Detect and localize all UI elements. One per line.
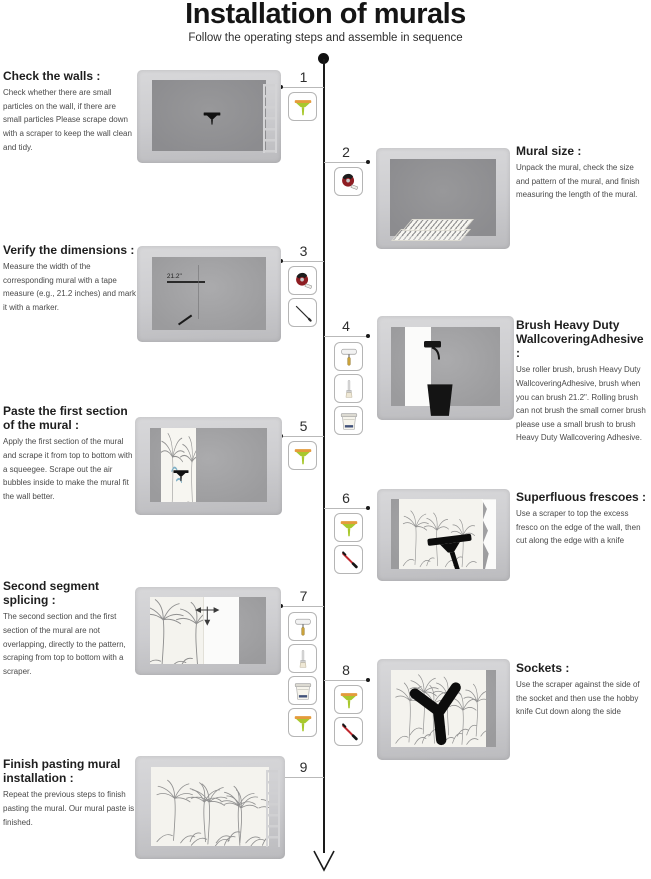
- first-mural-strip: [161, 428, 196, 503]
- illustration-brush-adhesive: [377, 316, 514, 420]
- step-number: 7: [299, 588, 308, 604]
- connector-line: [283, 606, 324, 607]
- marker-icon: [288, 298, 317, 327]
- hobby-knife-icon: [334, 717, 363, 746]
- back-wall: [150, 428, 266, 503]
- connector-line: [283, 261, 324, 262]
- connector-line: [324, 162, 368, 163]
- back-wall: [391, 499, 496, 569]
- hobby-knife-icon: [334, 545, 363, 574]
- connector-dot: [366, 334, 370, 338]
- illustration-sockets: [377, 659, 510, 760]
- illustration-second-segment: [135, 587, 281, 675]
- illustration-paste-first-section: [135, 417, 282, 515]
- step-3-text: [3, 243, 136, 315]
- step-title: Brush Heavy Duty WallcoveringAdhesive :: [516, 318, 644, 361]
- step-4-text: [516, 318, 650, 445]
- step-5-tools: [288, 441, 317, 470]
- adhesive-bucket: [425, 381, 455, 416]
- step-title: Second segment splicing :: [3, 579, 100, 608]
- connector-dot: [366, 506, 370, 510]
- connector-dot: [366, 160, 370, 164]
- step-title: Mural size :: [516, 144, 582, 158]
- step-9-text: [3, 757, 136, 829]
- step-body: Apply the first section of the mural and scrape it from top to bottom with a squeegee. Scrape out the air bubbles inside to make the mural fit the wall better.: [3, 437, 133, 501]
- step-title: Paste the first section of the mural :: [3, 404, 128, 433]
- mural-roll: [402, 219, 474, 231]
- squeegee-icon: [288, 92, 317, 121]
- squeegee-icon: [334, 513, 363, 542]
- illustration-check-walls: [137, 70, 281, 163]
- pencil-guide-line: [198, 265, 199, 319]
- illustration-finished-mural: [135, 756, 285, 859]
- step-body: Use the scraper against the side of the socket and then use the hobby knife Cut down along the side: [516, 680, 640, 717]
- back-wall: [151, 767, 270, 845]
- step-7-tools: [288, 612, 317, 737]
- mural-pattern: [151, 767, 270, 845]
- squeegee-icon: [288, 708, 317, 737]
- step-3-tools: [288, 266, 317, 327]
- squeegee-icon: [334, 685, 363, 714]
- step-8-text: [516, 661, 650, 719]
- step-5-text: [3, 404, 136, 503]
- step-number: 3: [299, 243, 308, 259]
- step-body: Use a scraper to top the excess fresco on the edge of the wall, then cut along the edge with a knife: [516, 509, 641, 546]
- step-number: 8: [342, 662, 350, 678]
- tape-measure-icon: [288, 266, 317, 295]
- roller-brush-icon: [288, 612, 317, 641]
- back-wall: [150, 597, 265, 664]
- roller-on-wall-icon: [422, 340, 448, 362]
- black-squeegee-silhouette: [424, 527, 481, 569]
- step-number: 1: [299, 69, 308, 85]
- ladder: [263, 84, 277, 153]
- illustration-superfluous-frescoes: [377, 489, 510, 581]
- timeline-arrow-icon: [313, 849, 335, 873]
- timeline-line: [323, 59, 325, 853]
- step-body: Unpack the mural, check the size and pattern of the mural, and finish measuring the length of the mural.: [516, 163, 640, 200]
- page-title: Installation of murals: [185, 0, 466, 30]
- alignment-arrows: [192, 603, 226, 629]
- step-number: 6: [342, 490, 350, 506]
- step-body: Check whether there are small particles on the wall, if there are small particles Please scrape down with a scraper to keep the wall clean and tidy.: [3, 88, 132, 152]
- step-2-tools: [334, 167, 363, 196]
- connector-line: [324, 680, 368, 681]
- squeegee-icon: [288, 441, 317, 470]
- marker-stroke: [178, 315, 192, 325]
- step-title: Verify the dimensions :: [3, 243, 135, 257]
- page-subtitle: Follow the operating steps and assemble in sequence: [188, 32, 463, 44]
- back-wall: [152, 257, 266, 330]
- connector-line: [283, 87, 324, 88]
- ladder: [266, 770, 280, 846]
- step-body: Measure the width of the corresponding mural with a tape measure (e.g., 21.2 inches) and mark it with a marker.: [3, 262, 136, 312]
- step-number: 4: [342, 318, 350, 334]
- step-1-text: [3, 69, 136, 154]
- step-6-text: [516, 490, 650, 548]
- adhesive-bucket-icon: [288, 676, 317, 705]
- illustration-verify-dimensions: [137, 246, 281, 342]
- connector-dot: [366, 678, 370, 682]
- step-title: Sockets :: [516, 661, 570, 675]
- step-2-text: [516, 144, 649, 202]
- step-number: 2: [342, 144, 350, 160]
- step-7-text: [3, 579, 136, 678]
- small-brush-icon: [334, 374, 363, 403]
- torn-excess-paper: [481, 499, 496, 569]
- step-1-tools: [288, 92, 317, 121]
- step-title: Check the walls :: [3, 69, 101, 83]
- adhesive-bucket-icon: [334, 406, 363, 435]
- connector-line: [283, 777, 324, 778]
- connector-line: [324, 508, 368, 509]
- step-number: 9: [299, 759, 308, 775]
- step-number: 5: [299, 418, 308, 434]
- mural-pattern: [161, 428, 196, 503]
- small-brush-icon: [288, 644, 317, 673]
- connector-line: [324, 336, 368, 337]
- step-body: The second section and the first section of the mural are not overlapping, directly to the pattern, scraping from top to bottom with a scraper.: [3, 612, 126, 676]
- step-title: Superfluous frescoes :: [516, 490, 647, 504]
- back-wall: [391, 670, 496, 747]
- measurement-label: 21.2": [166, 272, 182, 280]
- measurement: [167, 273, 205, 283]
- roller-brush-icon: [334, 342, 363, 371]
- illustration-mural-size: [376, 148, 510, 249]
- step-body: Repeat the previous steps to finish pasting the mural. Our mural paste is finished.: [3, 790, 135, 827]
- tape-measure-icon: [334, 167, 363, 196]
- measurement-line: [167, 281, 205, 283]
- step-body: Use roller brush, brush Heavy Duty WallcoveringAdhesive, brush when you can brush 21.2". Rolling brush can not brush the small corner brush please use a small brush to brush Heavy Duty Wallcovering Adhesive.: [516, 365, 646, 443]
- step-4-tools: [334, 342, 363, 435]
- step-6-tools: [334, 513, 363, 574]
- step-8-tools: [334, 685, 363, 746]
- step-title: Finish pasting mural installation :: [3, 757, 121, 786]
- scraper-on-wall-icon: [172, 468, 190, 486]
- connector-line: [283, 436, 324, 437]
- back-wall: [152, 80, 266, 151]
- scraper-on-wall-icon: [202, 110, 222, 130]
- mural-wall: [151, 767, 270, 845]
